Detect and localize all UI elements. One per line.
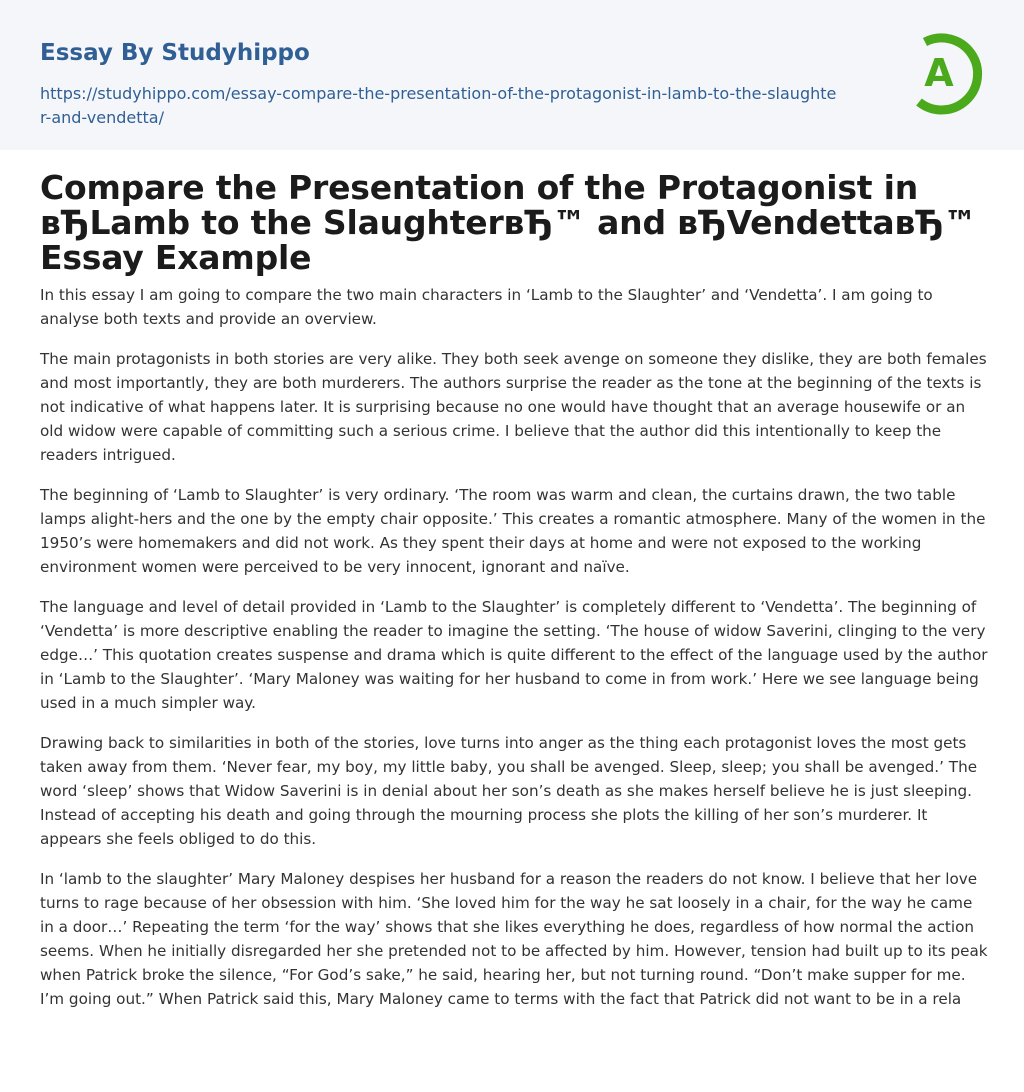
- site-name[interactable]: Essay By Studyhippo: [40, 40, 310, 66]
- logo-letter: A: [924, 51, 954, 95]
- essay-title: Compare the Presentation of the Protagonist in вЂLamb to the SlaughterвЂ™ and вЂVendettaвЂ™ Essay Example: [40, 168, 977, 277]
- essay-body: [40, 283, 988, 1027]
- paragraph-5: Drawing back to similarities in both of the stories, love turns into anger as the thing each protagonist loves the most gets taken away from them. ‘Never fear, my boy, my little baby, you shall be avenged. Sleep, sleep; you shall be avenged.’ The word ‘sleep’ shows that Widow Saverini is in denial about her son’s death as she makes herself believe he is just sleeping. Instead of accepting his death and going through the mourning process she plots the killing of her son’s murderer. It appears she feels obliged to do this.: [40, 734, 978, 848]
- paragraph-1: In this essay I am going to compare the two main characters in ‘Lamb to the Slaughter’ and ‘Vendetta’. I am going to analyse both texts and provide an overview.: [40, 286, 933, 328]
- paragraph-6: In ‘lamb to the slaughter’ Mary Maloney despises her husband for a reason the readers do not know. I believe that her love turns to rage because of her obsession with him. ‘She loved him for the way he sat loosely in a chair, for the way he came in a door…’ Repeating the term ‘for the way’ shows that she likes everything he does, regardless of how normal the action seems. When he initially disregarded her she pretended not to be affected by him. However, tension had built up to its peak when Patrick broke the silence, “For God’s sake,” he said, hearing her, but not turning round. “Don’t make supper for me. I’m going out.” When Patrick said this, Mary Maloney came to terms with the fact that Patrick did not want to be in a rela: [40, 870, 988, 1008]
- site-header: [0, 0, 1024, 150]
- paragraph-4: The language and level of detail provided in ‘Lamb to the Slaughter’ is completely different to ‘Vendetta’. The beginning of ‘Vendetta’ is more descriptive enabling the reader to imagine the setting. ‘The house of widow Saverini, clinging to the very edge…’ This quotation creates suspense and drama which is quite different to the effect of the language used by the author in ‘Lamb to the Slaughter’. ‘Mary Maloney was waiting for her husband to come in from work.’ Here we see language being used in a much simpler way.: [40, 598, 988, 712]
- paragraph-2: The main protagonists in both stories are very alike. They both seek avenge on someone they dislike, they are both females and most importantly, they are both murderers. The authors surprise the reader as the tone at the beginning of the texts is not indicative of what happens later. It is surprising because no one would have thought that an average housewife or an old widow were capable of committing such a serious crime. I believe that the author did this intentionally to keep the readers intrigued.: [40, 350, 987, 464]
- studyhippo-logo-icon[interactable]: [905, 28, 987, 116]
- essay-url-link[interactable]: https://studyhippo.com/essay-compare-the-presentation-of-the-protagonist-in-lamb-to-the-slaughter-and-vendetta/: [40, 84, 837, 127]
- paragraph-3: The beginning of ‘Lamb to Slaughter’ is very ordinary. ‘The room was warm and clean, the curtains drawn, the two table lamps alight-hers and the one by the empty chair opposite.’ This creates a romantic atmosphere. Many of the women in the 1950’s were homemakers and did not work. As they spent their days at home and were not exposed to the working environment women were perceived to be very innocent, ignorant and naïve.: [40, 486, 986, 576]
